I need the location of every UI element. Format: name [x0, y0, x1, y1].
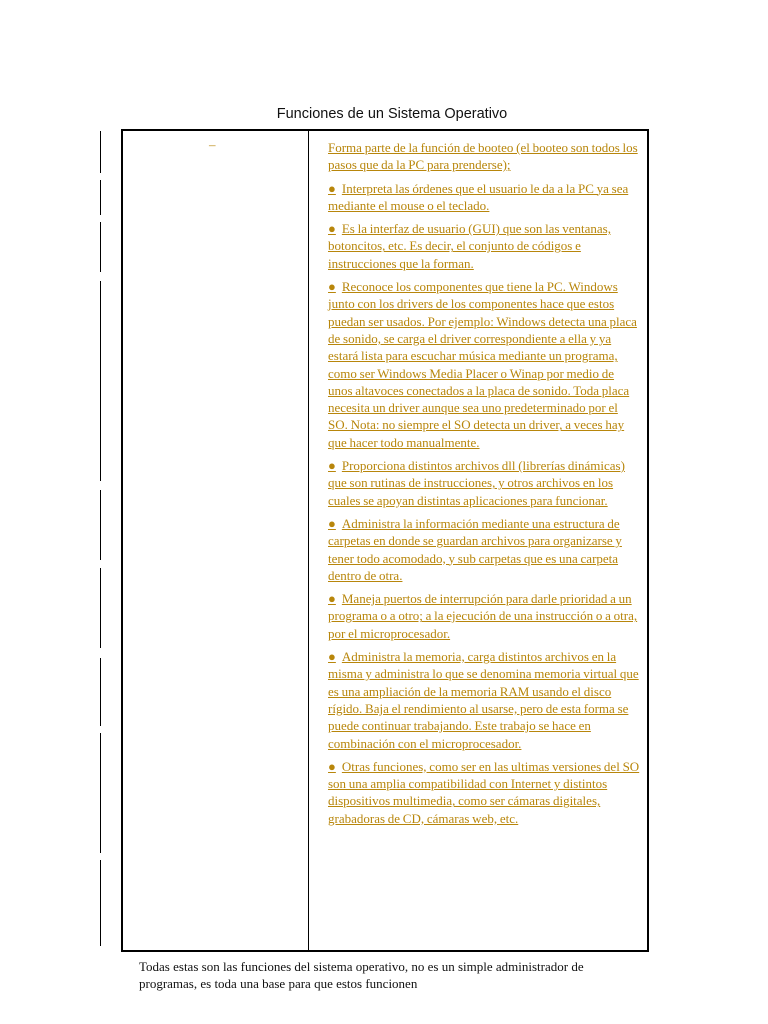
list-item-text: Otras funciones, como ser en las ultimas versiones del SO son una amplia compatibilidad con Internet y distintos dispositivos multimedia, como ser cámaras digitales, grabadoras de CD, cámaras web, etc. — [328, 758, 640, 826]
margin-bar — [100, 131, 101, 173]
margin-bar — [100, 281, 101, 481]
bullet-icon: ● — [328, 458, 336, 474]
functions-table — [121, 129, 649, 952]
list-item[interactable] — [328, 220, 640, 272]
bullet-icon: ● — [328, 279, 336, 295]
margin-bar — [100, 733, 101, 853]
list-item-text: Proporciona distintos archivos dll (librerías dinámicas) que son rutinas de instrucciones, y otros archivos en los cuales se apoyan distintas aplicaciones para funcionar. — [328, 458, 625, 508]
margin-bar — [100, 490, 101, 560]
list-item[interactable] — [328, 278, 640, 451]
list-item-text: Interpreta las órdenes que el usuario le da a la PC ya sea mediante el mouse o el teclado. — [328, 180, 629, 213]
list-item[interactable] — [328, 590, 640, 642]
list-item[interactable] — [328, 180, 640, 215]
bullet-icon: ● — [328, 758, 336, 774]
margin-bar — [100, 568, 101, 648]
list-item-text: Forma parte de la función de booteo (el booteo son todos los pasos que da la PC para prenderse); — [328, 140, 638, 173]
list-item-text: Administra la memoria, carga distintos archivos en la misma y administra lo que se denomina memoria virtual que es una ampliación de la memoria RAM usando el disco rígido. Baja el rendimiento al usarse, pero de esta forma se puede continuar trabajando. Este trabajo se hace en combinación con el microprocesador. — [328, 649, 639, 751]
list-item-text: Es la interfaz de usuario (GUI) que son las ventanas, botoncitos, etc. Es decir, el conjunto de códigos e instrucciones que la forman. — [328, 221, 611, 271]
bullet-icon: ● — [328, 649, 336, 665]
bullet-icon: ● — [328, 591, 336, 607]
margin-bar — [100, 222, 101, 272]
bullet-icon: ● — [328, 221, 336, 237]
margin-bar — [100, 658, 101, 726]
list-item-text: Reconoce los componentes que tiene la PC. Windows junto con los drivers de los componentes hace que estos puedan ser usados. Por ejemplo: Windows detecta una placa de sonido, se carga el driver correspondiente a ella y ya estará lista para escuchar música mediante un programa, como ser Windows Media Placer o Winap por medio de unos altavoces conectados a la placa de sonido. Toda placa necesita un driver aunque sea uno predeterminado por el SO. Nota: no siempre el SO detecta un driver, a veces hay que hacer todo manualmente. — [328, 279, 637, 450]
bullet-icon: ● — [328, 180, 336, 196]
footer-text: Todas estas son las funciones del sistema operativo, no es un simple administrador de programas, es toda una base para que estos funcionen — [139, 959, 584, 991]
list-item-text: Administra la información mediante una estructura de carpetas en donde se guardan archivos para organizarse y tener todo acomodado, y sub carpetas que es una carpeta dentro de otra. — [328, 515, 622, 583]
list-item[interactable] — [328, 648, 640, 752]
list-item[interactable] — [328, 457, 640, 509]
list-item[interactable] — [328, 139, 640, 174]
column-divider — [308, 131, 309, 950]
functions-list — [328, 139, 640, 833]
left-cell-mark: – — [209, 137, 216, 152]
page-title: Funciones de un Sistema Operativo — [276, 106, 508, 122]
margin-bar — [100, 180, 101, 215]
margin-bar — [100, 860, 101, 946]
list-item[interactable] — [328, 515, 640, 584]
bullet-icon: ● — [328, 515, 336, 531]
list-item[interactable] — [328, 758, 640, 827]
list-item-text: Maneja puertos de interrupción para darle prioridad a un programa o a otro; a la ejecución de una instrucción o a otra, por el microprocesador. — [328, 591, 638, 641]
